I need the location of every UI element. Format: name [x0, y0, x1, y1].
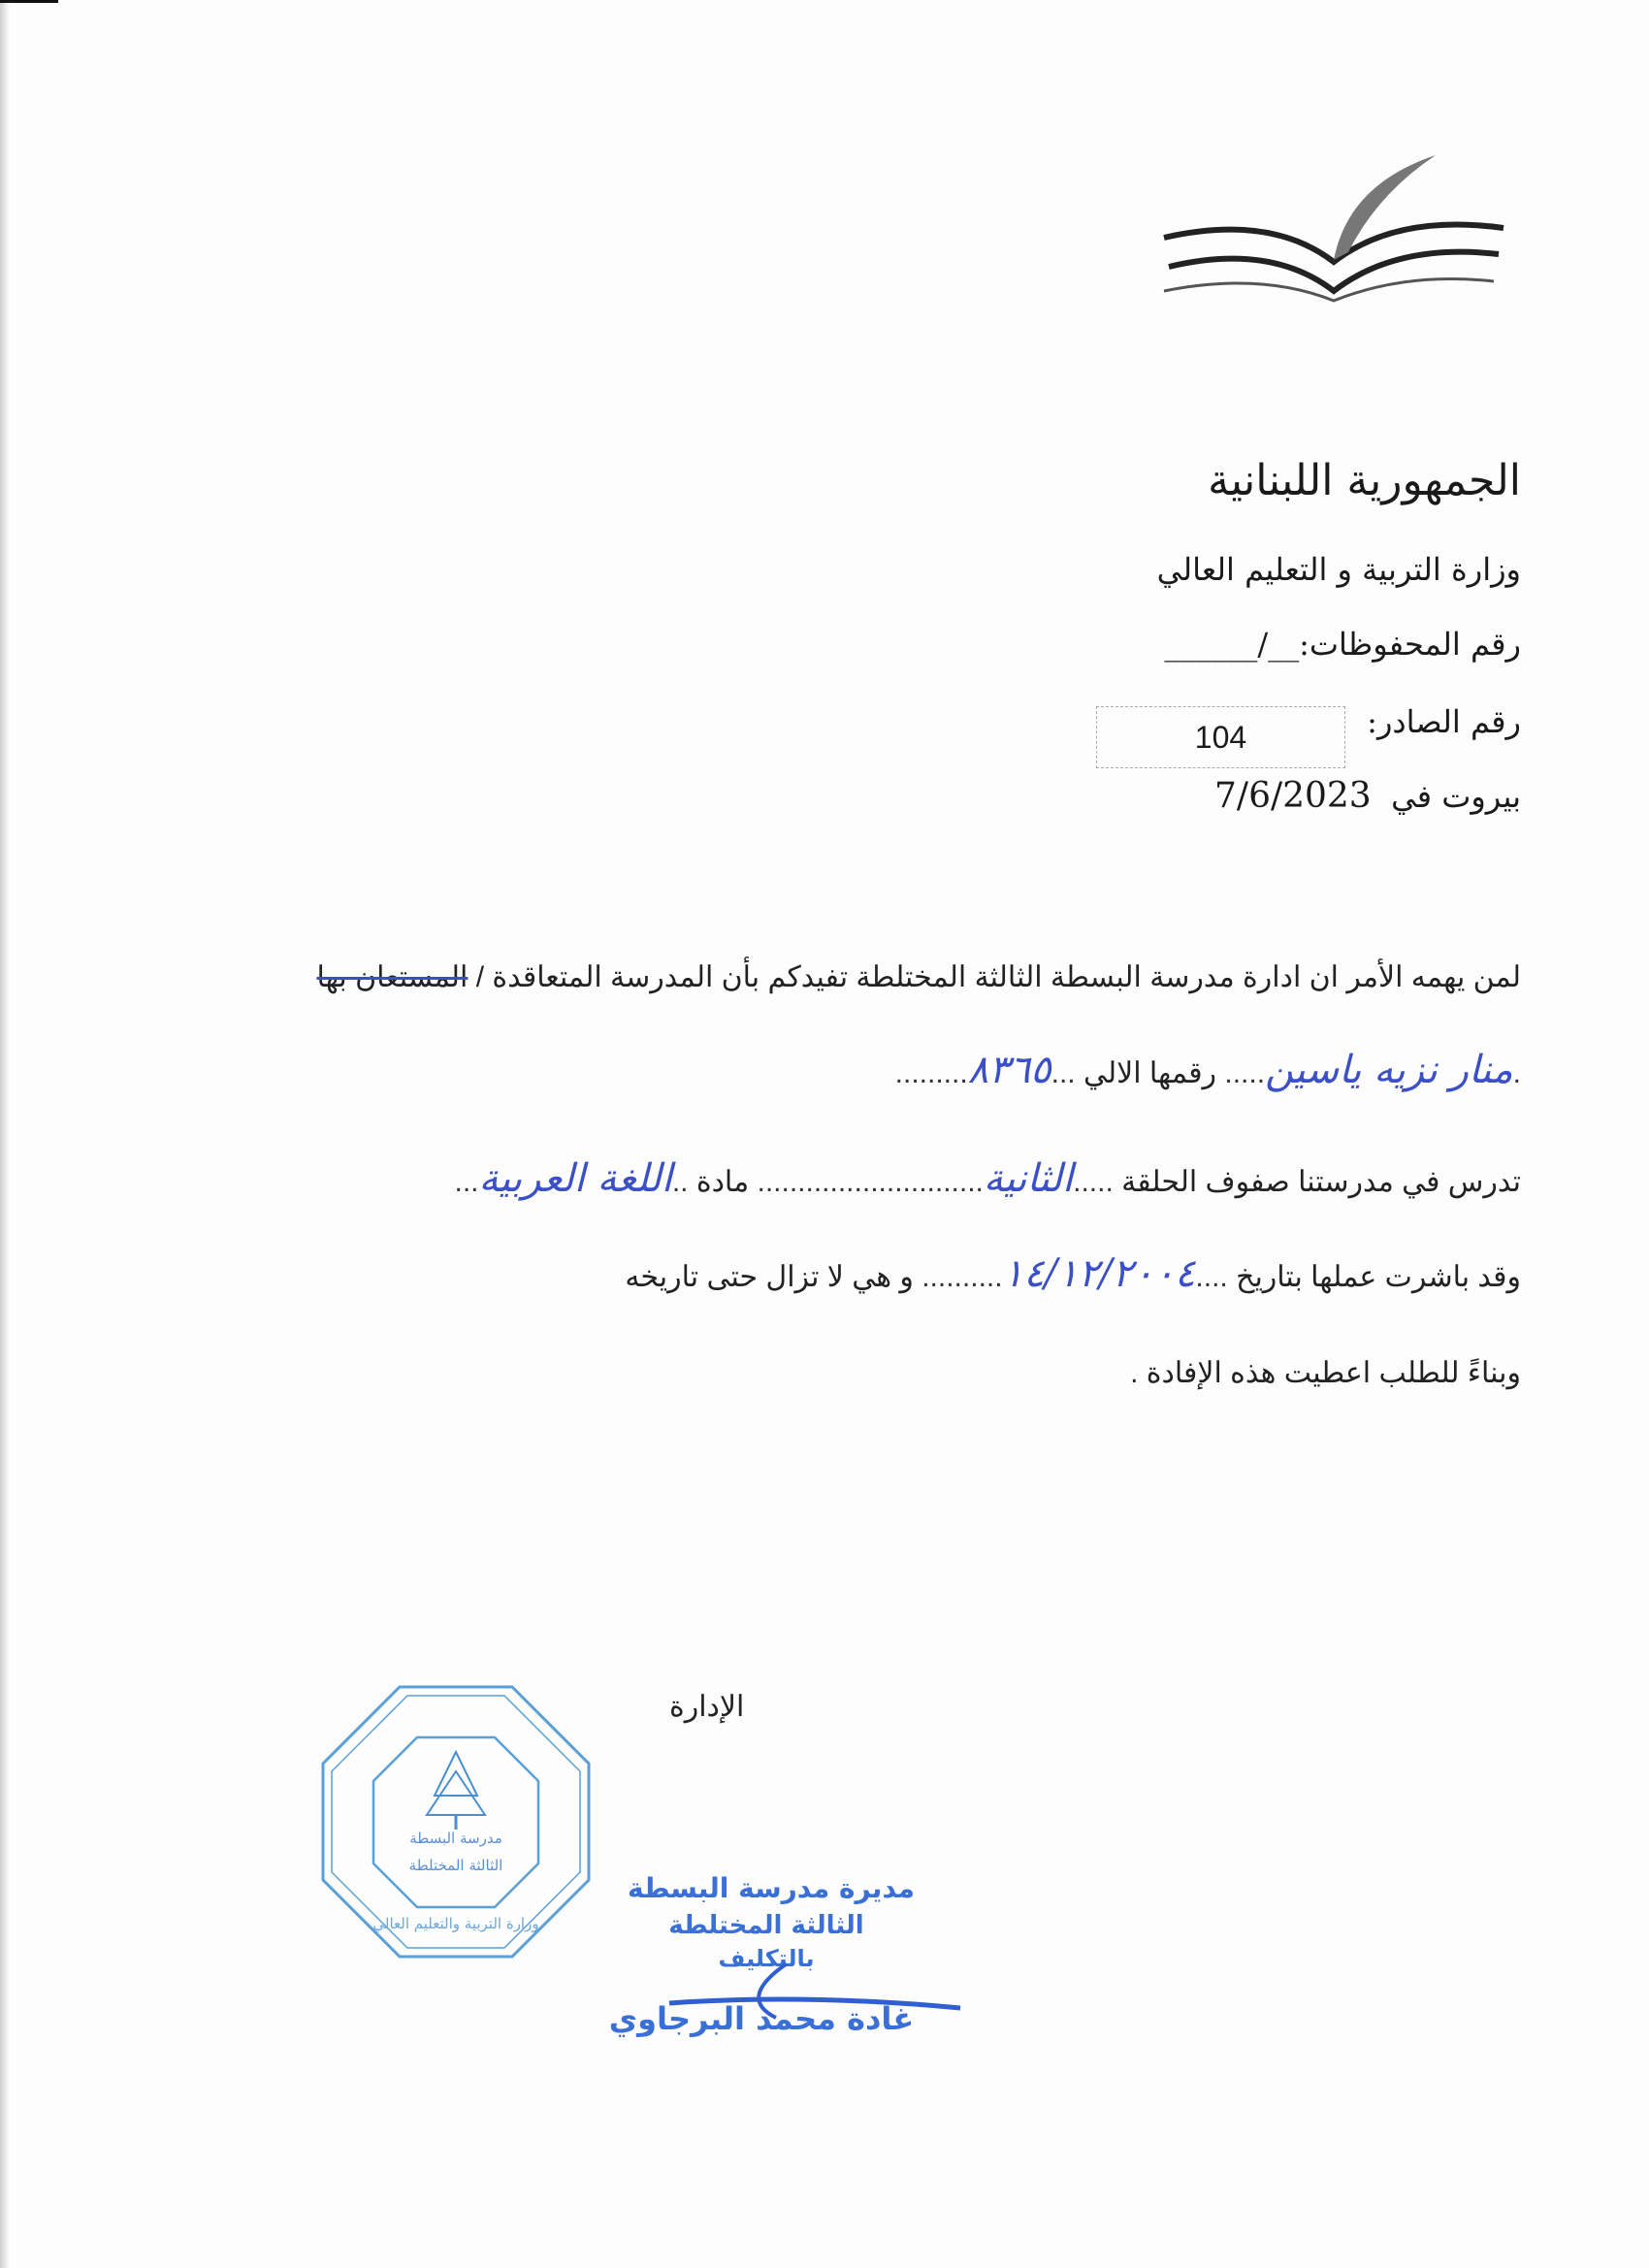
stamp-inner-line-2: الثالثة المختلطة: [408, 1857, 503, 1874]
issued-label: رقم الصادر:: [1367, 703, 1521, 740]
place-date-row: [1214, 776, 1521, 816]
issued-number-box: 104: [1096, 706, 1345, 768]
signature-title-line-1: مديرة مدرسة البسطة: [628, 1872, 915, 1904]
body-line-3: تدرس في مدرستنا صفوف الحلقة .....الثانية............................ مادة ..اللغة العربية...: [454, 1156, 1521, 1201]
document-date: 7/6/2023: [1214, 776, 1372, 816]
body-line-4: وقد باشرت عملها بتاريخ ....١٤/١٢/٢٠٠٤.......... و هي لا تزال حتى تاريخه: [625, 1251, 1521, 1296]
subject-handwritten: اللغة العربية: [478, 1156, 672, 1201]
official-stamp: [320, 1684, 592, 1960]
line3-text: تدرس في مدرستنا صفوف الحلقة: [1121, 1166, 1521, 1198]
number-label: رقمها الالي: [1083, 1057, 1217, 1089]
country-title: الجمهورية اللبنانية: [1208, 456, 1521, 505]
line4-end: و هي لا تزال حتى تاريخه: [625, 1261, 914, 1293]
place-date-label: بيروت في: [1391, 778, 1521, 815]
stamp-outer-ring-text: وزارة التربية والتعليم العالي: [372, 1915, 539, 1932]
body-line-5: وبناءً للطلب اعطيت هذه الإفادة .: [1130, 1357, 1521, 1389]
cycle-handwritten: الثانية: [983, 1156, 1074, 1201]
signatory-name: غادة محمد البرجاوي: [608, 2000, 915, 2037]
administration-label: الإدارة: [669, 1691, 745, 1723]
signature-title-line-3: بالتكليف: [718, 1945, 815, 1972]
stamp-inner-line-1: مدرسة البسطة: [409, 1830, 502, 1847]
book-quill-logo-icon: [1154, 146, 1513, 325]
line4-text: وقد باشرت عملها بتاريخ: [1236, 1261, 1521, 1293]
scan-edge: [0, 0, 10, 2268]
signature-title-line-2: الثالثة المختلطة: [668, 1911, 864, 1940]
archive-value: ______/__: [1164, 626, 1300, 663]
archive-number-row: [1164, 626, 1521, 663]
teacher-number-handwritten: ٨٣٦٥: [967, 1048, 1051, 1092]
teacher-name-handwritten: منار نزيه ياسين: [1265, 1048, 1513, 1092]
ministry-name: وزارة التربية و التعليم العالي: [1156, 551, 1521, 588]
scan-corner-mark: [0, 0, 58, 3]
body-line-2: .منار نزيه ياسين..... رقمها الالي ...٨٣٦٥.........: [894, 1048, 1521, 1092]
start-date-handwritten: ١٤/١٢/٢٠٠٤: [1002, 1251, 1196, 1296]
subject-label: مادة: [695, 1166, 750, 1198]
struck-option: المستعان بها: [316, 961, 469, 993]
line1-text: لمن يهمه الأمر ان ادارة مدرسة البسطة الثالثة المختلطة تفيدكم بأن المدرسة المتعاقدة /: [475, 961, 1521, 993]
body-line-1: [316, 960, 1521, 994]
archive-label: رقم المحفوظات:: [1299, 626, 1521, 663]
